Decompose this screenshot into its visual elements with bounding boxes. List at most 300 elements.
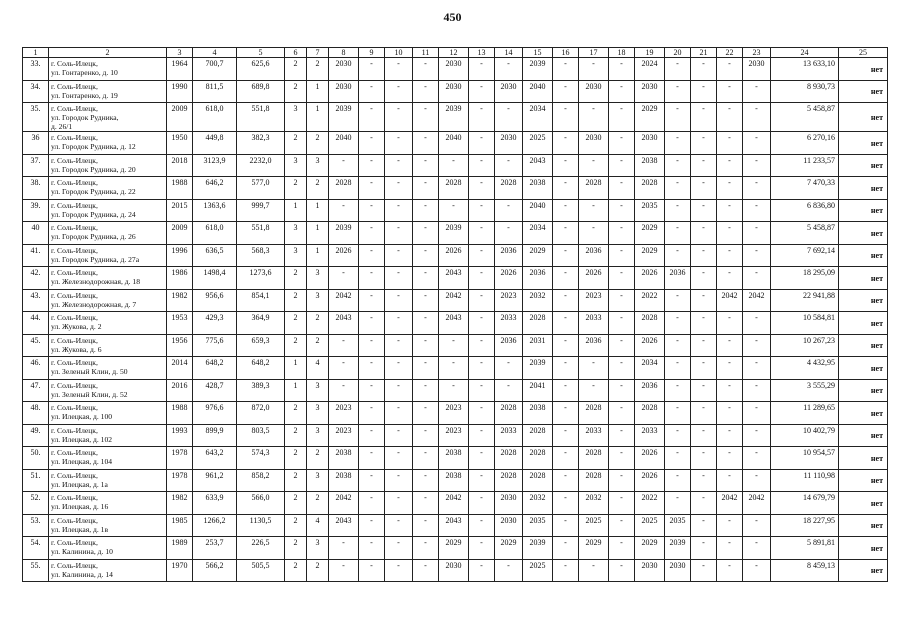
table-cell: 568,3 — [237, 244, 285, 267]
row-number-cell: 34. — [23, 80, 49, 103]
table-cell: 2028 — [635, 312, 665, 335]
table-cell: 2029 — [523, 244, 553, 267]
table-cell: - — [359, 559, 385, 582]
table-cell: - — [691, 58, 717, 81]
table-cell: - — [413, 424, 439, 447]
row-number-cell: 37. — [23, 154, 49, 177]
table-cell: - — [743, 199, 771, 222]
table-cell: - — [579, 199, 609, 222]
table-cell: 1130,5 — [237, 514, 285, 537]
table-cell: 2030 — [495, 80, 523, 103]
column-number-header: 19 — [635, 48, 665, 58]
table-cell: 2 — [285, 312, 307, 335]
table-cell: - — [609, 244, 635, 267]
row-number-cell: 38. — [23, 177, 49, 200]
table-cell: 2030 — [579, 132, 609, 155]
table-cell: 4 — [307, 357, 329, 380]
table-cell: - — [743, 334, 771, 357]
table-cell: 2036 — [665, 267, 691, 290]
table-row — [23, 514, 888, 537]
table-cell: 1956 — [167, 334, 193, 357]
table-cell: - — [385, 492, 413, 515]
table-cell: - — [717, 312, 743, 335]
table-cell: - — [359, 267, 385, 290]
table-cell: - — [469, 492, 495, 515]
table-cell: - — [385, 424, 413, 447]
table-cell: 2043 — [439, 514, 469, 537]
table-cell: 2042 — [329, 289, 359, 312]
table-cell: 689,8 — [237, 80, 285, 103]
table-cell: - — [553, 177, 579, 200]
table-cell: - — [329, 154, 359, 177]
status-cell: нет — [839, 222, 888, 245]
table-cell: 2033 — [635, 424, 665, 447]
table-cell: 2029 — [635, 103, 665, 132]
table-cell: - — [359, 244, 385, 267]
table-cell: - — [717, 177, 743, 200]
table-cell: 1 — [307, 222, 329, 245]
table-cell: 2 — [307, 58, 329, 81]
table-cell: 2039 — [329, 103, 359, 132]
table-cell: 2 — [285, 267, 307, 290]
table-cell: 2 — [285, 424, 307, 447]
table-cell: - — [743, 402, 771, 425]
row-number-cell: 35. — [23, 103, 49, 132]
table-cell: - — [329, 199, 359, 222]
table-cell: - — [743, 424, 771, 447]
table-cell: - — [385, 559, 413, 582]
table-cell: 1363,6 — [193, 199, 237, 222]
table-cell: - — [385, 267, 413, 290]
table-cell: 2023 — [439, 402, 469, 425]
table-cell: - — [553, 289, 579, 312]
table-cell: - — [359, 469, 385, 492]
row-number-cell: 36 — [23, 132, 49, 155]
table-cell: 2033 — [495, 424, 523, 447]
address-cell: г. Соль-Илецк, ул. Городок Рудника, д. 22 — [49, 177, 167, 200]
table-cell: - — [385, 58, 413, 81]
table-cell: - — [413, 154, 439, 177]
table-cell: - — [665, 312, 691, 335]
status-cell: нет — [839, 357, 888, 380]
table-cell: 2036 — [579, 334, 609, 357]
table-cell: 2039 — [665, 537, 691, 560]
table-cell: 505,5 — [237, 559, 285, 582]
table-cell: - — [469, 402, 495, 425]
table-cell: - — [691, 514, 717, 537]
table-cell: - — [717, 357, 743, 380]
table-cell: 2 — [285, 177, 307, 200]
table-cell: - — [413, 469, 439, 492]
table-cell: 382,3 — [237, 132, 285, 155]
column-number-header: 14 — [495, 48, 523, 58]
table-cell: 2042 — [743, 289, 771, 312]
table-cell: 2 — [307, 559, 329, 582]
table-cell: - — [665, 492, 691, 515]
table-cell: - — [665, 103, 691, 132]
table-cell: 854,1 — [237, 289, 285, 312]
table-cell: 2030 — [495, 492, 523, 515]
address-cell: г. Соль-Илецк, ул. Илецкая, д. 1а — [49, 469, 167, 492]
table-cell: 1996 — [167, 244, 193, 267]
table-cell: 2028 — [635, 177, 665, 200]
table-cell: - — [665, 379, 691, 402]
cost-cell: 13 633,10 — [771, 58, 839, 81]
table-cell: 226,5 — [237, 537, 285, 560]
table-cell: 2043 — [439, 267, 469, 290]
table-cell: - — [385, 357, 413, 380]
table-cell: - — [385, 289, 413, 312]
table-cell: - — [413, 402, 439, 425]
table-cell: 2232,0 — [237, 154, 285, 177]
status-cell: нет — [839, 402, 888, 425]
table-cell: 2030 — [439, 559, 469, 582]
table-cell: - — [359, 334, 385, 357]
table-cell: 2036 — [635, 379, 665, 402]
table-cell: - — [665, 154, 691, 177]
table-cell: 2029 — [439, 537, 469, 560]
table-cell: - — [553, 312, 579, 335]
table-row — [23, 177, 888, 200]
table-row — [23, 559, 888, 582]
table-cell: 1 — [285, 379, 307, 402]
table-cell: - — [495, 154, 523, 177]
table-cell: 1988 — [167, 402, 193, 425]
column-number-header: 22 — [717, 48, 743, 58]
table-cell: - — [495, 103, 523, 132]
table-cell: 2022 — [635, 492, 665, 515]
table-cell: - — [553, 559, 579, 582]
status-cell: нет — [839, 132, 888, 155]
table-cell: - — [413, 132, 439, 155]
table-cell: - — [439, 154, 469, 177]
cost-cell: 8 459,13 — [771, 559, 839, 582]
table-cell: 2028 — [495, 469, 523, 492]
table-row — [23, 424, 888, 447]
cost-cell: 6 270,16 — [771, 132, 839, 155]
table-cell: 2023 — [579, 289, 609, 312]
table-cell: 2 — [285, 402, 307, 425]
table-cell: - — [743, 222, 771, 245]
table-cell: - — [743, 514, 771, 537]
table-row — [23, 222, 888, 245]
table-cell: - — [413, 559, 439, 582]
table-cell: - — [359, 199, 385, 222]
table-cell: - — [743, 447, 771, 470]
table-cell: - — [665, 357, 691, 380]
table-cell: - — [329, 379, 359, 402]
table-cell: 3 — [307, 379, 329, 402]
table-cell: - — [495, 199, 523, 222]
table-cell: - — [439, 334, 469, 357]
status-cell: нет — [839, 424, 888, 447]
table-body — [23, 58, 888, 582]
table-cell: 2034 — [523, 222, 553, 245]
column-number-header: 15 — [523, 48, 553, 58]
table-cell: - — [553, 267, 579, 290]
table-cell: - — [553, 58, 579, 81]
table-cell: 389,3 — [237, 379, 285, 402]
table-cell: 2028 — [495, 402, 523, 425]
address-cell: г. Соль-Илецк, ул. Илецкая, д. 104 — [49, 447, 167, 470]
table-cell: 2040 — [439, 132, 469, 155]
address-cell: г. Соль-Илецк, ул. Городок Рудника, д. 24 — [49, 199, 167, 222]
table-cell: 2 — [285, 334, 307, 357]
column-number-header: 4 — [193, 48, 237, 58]
row-number-cell: 49. — [23, 424, 49, 447]
table-cell: 999,7 — [237, 199, 285, 222]
status-cell: нет — [839, 312, 888, 335]
cost-cell: 4 432,95 — [771, 357, 839, 380]
table-cell: 2 — [307, 492, 329, 515]
table-cell: 1953 — [167, 312, 193, 335]
address-cell: г. Соль-Илецк, ул. Жукова, д. 6 — [49, 334, 167, 357]
status-cell: нет — [839, 289, 888, 312]
table-cell: - — [469, 103, 495, 132]
table-cell: - — [609, 402, 635, 425]
status-cell: нет — [839, 469, 888, 492]
table-cell: 2025 — [523, 559, 553, 582]
row-number-cell: 50. — [23, 447, 49, 470]
table-cell: - — [665, 402, 691, 425]
table-cell: - — [717, 58, 743, 81]
table-cell: - — [691, 244, 717, 267]
cost-cell: 10 954,57 — [771, 447, 839, 470]
table-cell: 2040 — [523, 199, 553, 222]
table-cell: - — [553, 424, 579, 447]
table-cell: - — [609, 177, 635, 200]
column-number-header: 7 — [307, 48, 329, 58]
row-number-cell: 39. — [23, 199, 49, 222]
table-cell: - — [469, 80, 495, 103]
column-number-header: 6 — [285, 48, 307, 58]
table-cell: 1273,6 — [237, 267, 285, 290]
table-cell: 648,2 — [237, 357, 285, 380]
table-cell: - — [609, 154, 635, 177]
cost-cell: 6 836,80 — [771, 199, 839, 222]
table-cell: 1982 — [167, 492, 193, 515]
status-cell: нет — [839, 154, 888, 177]
table-cell: - — [665, 58, 691, 81]
table-cell: - — [609, 312, 635, 335]
table-cell: - — [495, 222, 523, 245]
table-cell: 2 — [307, 334, 329, 357]
table-cell: - — [553, 447, 579, 470]
table-cell: - — [553, 514, 579, 537]
table-cell: - — [329, 357, 359, 380]
cost-cell: 11 289,65 — [771, 402, 839, 425]
table-cell: 1985 — [167, 514, 193, 537]
cost-cell: 8 930,73 — [771, 80, 839, 103]
table-cell: - — [743, 357, 771, 380]
table-cell: 3 — [307, 289, 329, 312]
table-cell: - — [691, 424, 717, 447]
row-number-cell: 48. — [23, 402, 49, 425]
table-cell: 2030 — [743, 58, 771, 81]
table-cell: 2 — [307, 447, 329, 470]
column-number-header: 5 — [237, 48, 285, 58]
table-row — [23, 492, 888, 515]
table-cell: 2038 — [635, 154, 665, 177]
table-cell: 2033 — [579, 312, 609, 335]
table-cell: - — [413, 103, 439, 132]
table-cell: - — [717, 132, 743, 155]
status-cell: нет — [839, 447, 888, 470]
table-cell: 2042 — [439, 289, 469, 312]
table-cell: - — [743, 559, 771, 582]
table-cell: - — [469, 379, 495, 402]
address-cell: г. Соль-Илецк, ул. Городок Рудника, д. 27а — [49, 244, 167, 267]
table-cell: - — [691, 103, 717, 132]
table-cell: 1964 — [167, 58, 193, 81]
table-cell: - — [385, 177, 413, 200]
column-number-header: 3 — [167, 48, 193, 58]
table-row — [23, 402, 888, 425]
table-cell: - — [553, 492, 579, 515]
column-number-header: 1 — [23, 48, 49, 58]
table-cell: 2040 — [329, 132, 359, 155]
table-cell: 574,3 — [237, 447, 285, 470]
address-cell: г. Соль-Илецк, ул. Жукова, д. 2 — [49, 312, 167, 335]
table-cell: 2018 — [167, 154, 193, 177]
table-cell: - — [385, 334, 413, 357]
table-cell: 2030 — [579, 80, 609, 103]
table-cell: - — [413, 334, 439, 357]
address-cell: г. Соль-Илецк, ул. Илецкая, д. 100 — [49, 402, 167, 425]
table-cell: 3 — [307, 402, 329, 425]
table-cell: - — [553, 103, 579, 132]
table-cell: - — [469, 177, 495, 200]
table-cell: 2040 — [523, 80, 553, 103]
table-cell: - — [385, 379, 413, 402]
table-cell: 2029 — [635, 537, 665, 560]
table-cell: 2043 — [329, 312, 359, 335]
table-cell: - — [469, 267, 495, 290]
table-cell: 1 — [307, 103, 329, 132]
table-cell: - — [691, 447, 717, 470]
table-cell: - — [553, 222, 579, 245]
table-cell: 2028 — [495, 447, 523, 470]
table-cell: 2028 — [579, 469, 609, 492]
table-cell: - — [609, 379, 635, 402]
table-cell: 2032 — [523, 492, 553, 515]
table-cell: - — [717, 424, 743, 447]
table-cell: 2028 — [523, 312, 553, 335]
table-cell: 364,9 — [237, 312, 285, 335]
table-cell: 1982 — [167, 289, 193, 312]
table-cell: - — [691, 267, 717, 290]
cost-cell: 14 679,79 — [771, 492, 839, 515]
address-cell: г. Соль-Илецк, ул. Гонтаренко, д. 19 — [49, 80, 167, 103]
table-cell: - — [385, 537, 413, 560]
table-cell: - — [413, 312, 439, 335]
table-cell: - — [579, 357, 609, 380]
table-cell: 1 — [307, 244, 329, 267]
table-cell: 2030 — [329, 58, 359, 81]
table-cell: - — [579, 154, 609, 177]
table-cell: - — [553, 402, 579, 425]
table-cell: - — [691, 177, 717, 200]
table-cell: 2042 — [743, 492, 771, 515]
table-cell: - — [553, 379, 579, 402]
table-cell: 2034 — [635, 357, 665, 380]
table-cell: 1978 — [167, 447, 193, 470]
table-cell: 2032 — [523, 289, 553, 312]
table-cell: - — [665, 132, 691, 155]
cost-cell: 10 402,79 — [771, 424, 839, 447]
table-cell: - — [579, 559, 609, 582]
table-cell: 2039 — [329, 222, 359, 245]
table-cell: - — [469, 58, 495, 81]
table-cell: - — [717, 222, 743, 245]
table-cell: 2025 — [523, 132, 553, 155]
table-row — [23, 244, 888, 267]
column-number-header: 21 — [691, 48, 717, 58]
table-cell: - — [553, 154, 579, 177]
table-cell: - — [469, 289, 495, 312]
table-cell: 2042 — [717, 492, 743, 515]
table-cell: - — [359, 177, 385, 200]
table-cell: 2030 — [635, 132, 665, 155]
cost-cell: 5 458,87 — [771, 222, 839, 245]
table-cell: - — [469, 312, 495, 335]
table-cell: 1498,4 — [193, 267, 237, 290]
address-cell: г. Соль-Илецк, ул. Зеленый Клин, д. 50 — [49, 357, 167, 380]
status-cell: нет — [839, 334, 888, 357]
table-cell: - — [579, 379, 609, 402]
table-cell: - — [413, 80, 439, 103]
table-cell: 449,8 — [193, 132, 237, 155]
table-cell: 3 — [285, 103, 307, 132]
table-cell: 2023 — [495, 289, 523, 312]
table-cell: - — [743, 177, 771, 200]
table-cell: 4 — [307, 514, 329, 537]
table-cell: - — [579, 58, 609, 81]
table-cell: 2 — [285, 289, 307, 312]
table-cell: - — [743, 154, 771, 177]
table-cell: - — [385, 132, 413, 155]
status-cell: нет — [839, 379, 888, 402]
table-cell: - — [609, 492, 635, 515]
table-row — [23, 103, 888, 132]
table-cell: - — [743, 537, 771, 560]
table-cell: - — [359, 537, 385, 560]
address-cell: г. Соль-Илецк, ул. Гонтаренко, д. 10 — [49, 58, 167, 81]
table-cell: 2039 — [523, 58, 553, 81]
table-cell: 2030 — [439, 80, 469, 103]
table-cell: 2042 — [439, 492, 469, 515]
table-cell: - — [743, 103, 771, 132]
table-cell: 618,0 — [193, 222, 237, 245]
table-cell: - — [413, 514, 439, 537]
row-number-cell: 41. — [23, 244, 49, 267]
table-cell: - — [717, 199, 743, 222]
table-cell: - — [359, 80, 385, 103]
table-cell: 2009 — [167, 222, 193, 245]
table-cell: - — [359, 402, 385, 425]
column-number-header: 24 — [771, 48, 839, 58]
table-cell: 2028 — [523, 447, 553, 470]
column-number-header: 2 — [49, 48, 167, 58]
cost-cell: 7 692,14 — [771, 244, 839, 267]
table-cell: 2029 — [495, 537, 523, 560]
table-cell: - — [553, 334, 579, 357]
table-cell: - — [553, 244, 579, 267]
table-cell: 551,8 — [237, 103, 285, 132]
table-cell: 1950 — [167, 132, 193, 155]
table-cell: 3 — [307, 469, 329, 492]
table-cell: 2 — [285, 514, 307, 537]
